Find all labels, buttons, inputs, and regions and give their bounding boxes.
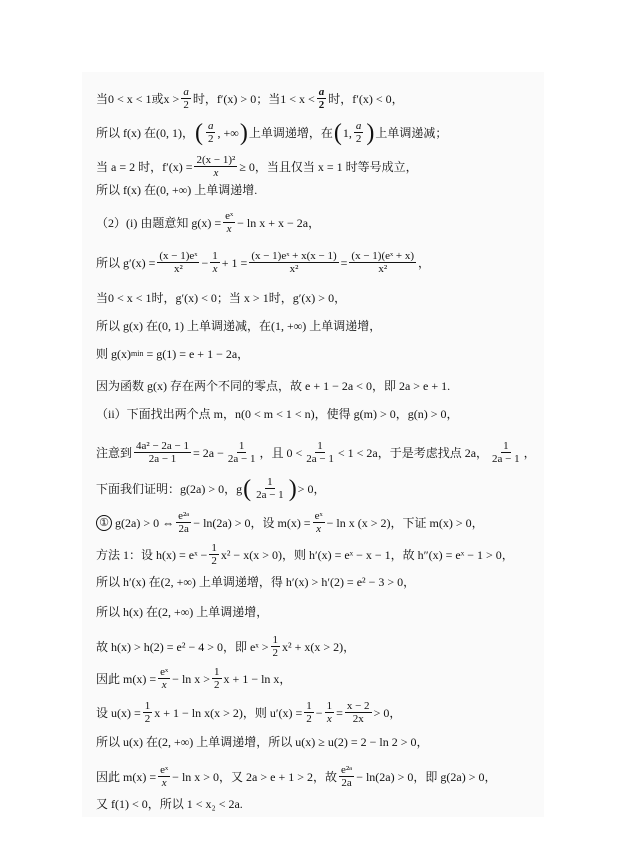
text: = 2a − [193,445,224,460]
fraction [249,250,338,275]
text: = [336,705,343,720]
denominator: 2a [178,523,189,535]
text: 设 u(x) = [96,705,141,720]
fraction [194,154,237,179]
numerator: eˣ [160,764,169,776]
denominator: 2a [341,777,352,789]
fraction [176,510,191,535]
left-paren: ( [194,119,203,146]
numerator: 1 [238,440,245,452]
fraction [209,542,219,567]
line-4 [96,182,257,198]
subscript: min [131,349,144,358]
denominator: 2 [207,133,214,145]
numerator: e²ᵃ [341,764,353,776]
denominator: x [213,167,219,179]
denominator: x² [378,263,388,275]
text: （2）(i) 由题意知 g(x) = [96,215,222,230]
text: < 1 < 2a，于是考虑找点 2a， [337,445,489,460]
text: 当 a = 2 时，f′(x) = [96,159,193,174]
line-23 [96,796,243,812]
text: − ln x + x − 2a， [237,215,321,230]
text: 时，f′(x) > 0；当1 < x < [192,91,315,106]
line-15 [96,542,514,567]
numerator: 4a² − 2a − 1 [136,440,189,452]
denominator: 2 [183,99,189,111]
fraction [212,666,222,691]
line-17 [96,604,268,620]
fraction [226,440,258,465]
text: 方法 1：设 h(x) = eˣ − [96,547,208,562]
denominator: x [212,263,218,275]
text: − [315,705,323,720]
text: − ln(2a) > 0，即 g(2a) > 0， [356,769,497,784]
text: 因此 m(x) = [96,769,157,784]
numerator: a [183,86,189,98]
text: 上单调递减； [375,125,448,140]
line-3 [96,154,418,179]
denominator: x² [289,263,299,275]
text: 所以 f(x) 在(0, 1)， [96,125,194,140]
fraction [158,666,170,691]
line-22 [96,764,496,789]
numerator: 1 [211,542,217,554]
fraction [325,700,335,725]
numerator: 1 [306,700,312,712]
fraction [210,250,220,275]
text: 1, [342,125,352,140]
text: 所以 u(x) 在(2, +∞) 上单调递增，所以 u(x) ≥ u(2) = 2 − ln 2 > 0， [96,735,429,749]
left-paren: ( [333,119,342,146]
numerator: eˣ [225,210,234,222]
text: > 0， [373,705,402,720]
denominator: x [161,777,167,789]
numerator: 1 [144,700,151,712]
numerator: a [318,86,325,98]
text: g(2a) > 0 ⇔ [115,515,175,530]
text: ，且 0 < [259,445,303,460]
text: 当0 < x < 1或x > [96,91,180,106]
denominator: 2 [355,133,362,145]
denominator: 2 [318,99,325,111]
circled-number: ① [96,515,112,531]
denominator: 2a − 1 [306,453,334,465]
fraction [223,210,235,235]
fraction [345,700,372,725]
denominator: 2 [144,713,151,725]
text: = g(1) = e + 1 − 2a， [146,347,250,361]
text: 所以 g′(x) = [96,255,156,270]
text: 下面我们证明：g(2a) > 0，g [96,481,243,496]
denominator: 2 [214,679,220,691]
text: ， [418,255,431,270]
numerator: eˣ [314,510,323,522]
numerator: e²ᵃ [178,510,190,522]
numerator: 1 [214,666,220,678]
text: 所以 f(x) 在(0, +∞) 上单调递增. [96,183,258,197]
text: 所以 h(x) 在(2, +∞) 上单调递增， [96,605,269,619]
denominator: x [326,713,332,725]
denominator: 2 [211,555,217,567]
denominator: x [316,523,322,535]
line-12 [96,440,536,465]
numerator: 1 [503,440,509,452]
fraction [304,700,314,725]
line-2 [96,120,447,145]
fraction [354,120,364,145]
fraction [339,764,354,789]
right-paren: ) [366,119,375,146]
line-18 [96,634,355,659]
numerator: 1 [326,700,333,712]
numerator: a [207,120,214,132]
line-1 [96,86,404,111]
numerator: 1 [212,250,218,262]
fraction [349,250,416,275]
fraction [158,764,170,789]
fraction [206,120,216,145]
line-14 [96,510,484,535]
text: > 0， [297,481,326,496]
text: 时，f′(x) < 0， [328,91,404,106]
fraction [313,510,325,535]
line-7 [96,290,346,306]
text: 又 f(1) < 0，所以 1 < x₂ < 2a. [96,797,243,811]
text: 因此 m(x) = [96,671,157,686]
line-11 [96,406,459,422]
numerator: 1 [267,476,273,488]
text: 则 g(x) [96,347,131,361]
numerator: 1 [272,634,279,646]
line-6 [96,250,430,275]
numerator: x − 2 [346,700,370,712]
text: 所以 g(x) 在(0, 1) 上单调递减，在(1, +∞) 上单调递增， [96,319,382,333]
denominator: x [161,679,167,691]
text: x² + x(x > 2)， [282,639,356,654]
text: = [340,255,348,270]
numerator: (x − 1)eˣ [159,250,198,262]
text: x + 1 − ln x， [223,671,292,686]
fraction [304,440,336,465]
numerator: (x − 1)eˣ + x(x − 1) [251,250,337,262]
text: − ln x (x > 2)，下证 m(x) > 0， [326,515,484,530]
line-13 [96,476,325,501]
text: x + 1 − ln x(x > 2)，则 u′(x) = [154,705,303,720]
denominator: 2 [272,647,279,659]
text: 注意到 [96,445,133,460]
text: + 1 = [221,255,248,270]
fraction [317,86,327,111]
fraction [143,700,153,725]
fraction [254,476,286,501]
text: − ln x > 0，又 2a > e + 1 > 2，故 [172,769,337,784]
line-20 [96,700,401,725]
line-8 [96,318,381,334]
left-paren: ( [243,475,252,502]
text: （ii）下面找出两个点 m，n(0 < m < 1 < n)，使得 g(m) > 0，g(n) > 0， [96,407,459,421]
fraction [271,634,281,659]
numerator: a [355,120,362,132]
numerator: 1 [317,440,323,452]
denominator: x² [174,263,183,275]
denominator: x [226,223,232,235]
fraction [490,440,522,465]
text: ≥ 0，当且仅当 x = 1 时等号成立， [239,159,418,174]
right-paren: ) [288,475,297,502]
text: 当0 < x < 1时，g′(x) < 0；当 x > 1时，g′(x) > 0， [96,291,347,305]
line-19 [96,666,291,691]
line-9 [96,346,249,362]
right-paren: ) [239,119,248,146]
text: , +∞ [217,125,239,140]
text: 所以 h′(x) 在(2, +∞) 上单调递增，得 h′(x) > h′(2) = e² − 3 > 0， [96,575,416,589]
line-10 [96,378,450,394]
numerator: 2(x − 1)² [196,154,236,166]
denominator: 2a − 1 [256,489,284,501]
text: 故 h(x) > h(2) = e² − 4 > 0，即 eˣ > [96,639,269,654]
denominator: 2a − 1 [227,453,256,465]
line-16 [96,574,415,590]
text: x² − x(x > 0)，则 h′(x) = eˣ − x − 1，故 h″(x) = eˣ − 1 > 0， [220,547,514,562]
denominator: 2x [352,713,364,725]
text: − ln(2a) > 0，设 m(x) = [193,515,311,530]
text: 上单调递增，在 [248,125,333,140]
text: ， [523,445,536,460]
text: − ln x > [172,671,211,686]
fraction [134,440,191,465]
denominator: 2a − 1 [492,453,520,465]
text: 因为函数 g(x) 存在两个不同的零点，故 e + 1 − 2a < 0，即 2a > e + 1. [96,379,451,393]
line-5 [96,210,320,235]
denominator: 2 [306,713,312,725]
numerator: (x − 1)(eˣ + x) [351,250,415,262]
line-21 [96,734,429,750]
denominator: 2a − 1 [148,453,177,465]
numerator: eˣ [160,666,169,678]
text: − [201,255,209,270]
fraction [181,86,191,111]
fraction [157,250,199,275]
